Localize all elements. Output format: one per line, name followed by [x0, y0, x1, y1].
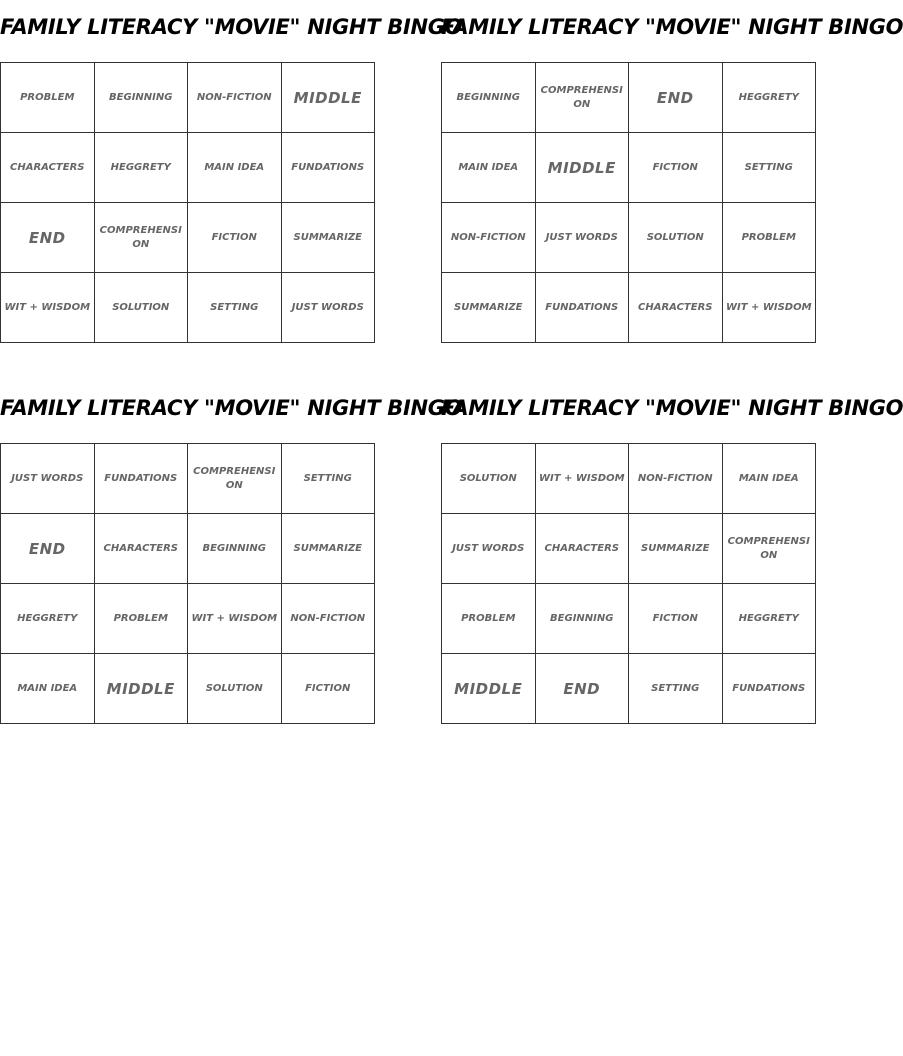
bingo-cell: CHARACTERS: [1, 133, 95, 203]
bingo-cell: MIDDLE: [536, 133, 630, 203]
bingo-cell: HEGGRETY: [1, 584, 95, 654]
bingo-cell: HEGGRETY: [723, 63, 817, 133]
bingo-cell: BEGINNING: [95, 63, 189, 133]
bingo-cell: MIDDLE: [442, 654, 536, 724]
bingo-cell: END: [536, 654, 630, 724]
bingo-cell: NON-FICTION: [282, 584, 376, 654]
bingo-cell: JUST WORDS: [1, 444, 95, 514]
bingo-cell: FICTION: [629, 584, 723, 654]
bingo-cell: COMPREHENSION: [723, 514, 817, 584]
card-title: FAMILY LITERACY "MOVIE" NIGHT BINGO: [0, 15, 463, 39]
bingo-grid: [441, 62, 816, 343]
card-title: FAMILY LITERACY "MOVIE" NIGHT BINGO: [0, 396, 463, 420]
bingo-cell: HEGGRETY: [723, 584, 817, 654]
bingo-cell: FICTION: [188, 203, 282, 273]
bingo-cell: WIT + WISDOM: [188, 584, 282, 654]
bingo-cell: HEGGRETY: [95, 133, 189, 203]
card-title: FAMILY LITERACY "MOVIE" NIGHT BINGO: [441, 396, 903, 420]
bingo-cell: FUNDATIONS: [536, 273, 630, 343]
bingo-cell: END: [1, 203, 95, 273]
bingo-cell: BEGINNING: [536, 584, 630, 654]
bingo-cell: WIT + WISDOM: [723, 273, 817, 343]
bingo-cell: MAIN IDEA: [723, 444, 817, 514]
bingo-cell: NON-FICTION: [629, 444, 723, 514]
bingo-cell: SUMMARIZE: [442, 273, 536, 343]
bingo-cell: SETTING: [723, 133, 817, 203]
bingo-cell: CHARACTERS: [536, 514, 630, 584]
bingo-cell: COMPREHENSION: [536, 63, 630, 133]
bingo-cell: COMPREHENSION: [95, 203, 189, 273]
bingo-cell: MAIN IDEA: [442, 133, 536, 203]
bingo-cell: MAIN IDEA: [1, 654, 95, 724]
bingo-cell: MIDDLE: [95, 654, 189, 724]
bingo-cell: MAIN IDEA: [188, 133, 282, 203]
bingo-cell: SOLUTION: [629, 203, 723, 273]
bingo-cell: FUNDATIONS: [723, 654, 817, 724]
bingo-cell: SETTING: [282, 444, 376, 514]
bingo-cell: JUST WORDS: [282, 273, 376, 343]
bingo-cell: SUMMARIZE: [282, 203, 376, 273]
bingo-card-1: [0, 7, 463, 313]
bingo-cell: FUNDATIONS: [282, 133, 376, 203]
bingo-card-2: [441, 7, 903, 313]
bingo-cell: BEGINNING: [442, 63, 536, 133]
bingo-cell: CHARACTERS: [95, 514, 189, 584]
bingo-cell: FICTION: [629, 133, 723, 203]
bingo-cell: PROBLEM: [723, 203, 817, 273]
bingo-cell: SUMMARIZE: [282, 514, 376, 584]
bingo-cell: JUST WORDS: [442, 514, 536, 584]
bingo-cell: SOLUTION: [188, 654, 282, 724]
bingo-cell: WIT + WISDOM: [536, 444, 630, 514]
bingo-cell: CHARACTERS: [629, 273, 723, 343]
bingo-cell: NON-FICTION: [442, 203, 536, 273]
bingo-cell: SUMMARIZE: [629, 514, 723, 584]
bingo-grid: [0, 443, 375, 724]
bingo-cell: FICTION: [282, 654, 376, 724]
bingo-cell: END: [629, 63, 723, 133]
card-title: FAMILY LITERACY "MOVIE" NIGHT BINGO: [441, 15, 903, 39]
bingo-cell: BEGINNING: [188, 514, 282, 584]
bingo-cell: SOLUTION: [95, 273, 189, 343]
bingo-cell: END: [1, 514, 95, 584]
bingo-cell: SETTING: [188, 273, 282, 343]
bingo-card-3: [0, 388, 463, 698]
bingo-cell: PROBLEM: [442, 584, 536, 654]
bingo-cell: COMPREHENSION: [188, 444, 282, 514]
bingo-card-4: [441, 388, 903, 698]
bingo-cell: FUNDATIONS: [95, 444, 189, 514]
bingo-cell: NON-FICTION: [188, 63, 282, 133]
bingo-cell: SETTING: [629, 654, 723, 724]
bingo-grid: [441, 443, 816, 724]
bingo-grid: [0, 62, 375, 343]
bingo-cell: PROBLEM: [1, 63, 95, 133]
bingo-cell: SOLUTION: [442, 444, 536, 514]
bingo-cell: JUST WORDS: [536, 203, 630, 273]
bingo-cell: MIDDLE: [282, 63, 376, 133]
bingo-cell: PROBLEM: [95, 584, 189, 654]
bingo-cell: WIT + WISDOM: [1, 273, 95, 343]
